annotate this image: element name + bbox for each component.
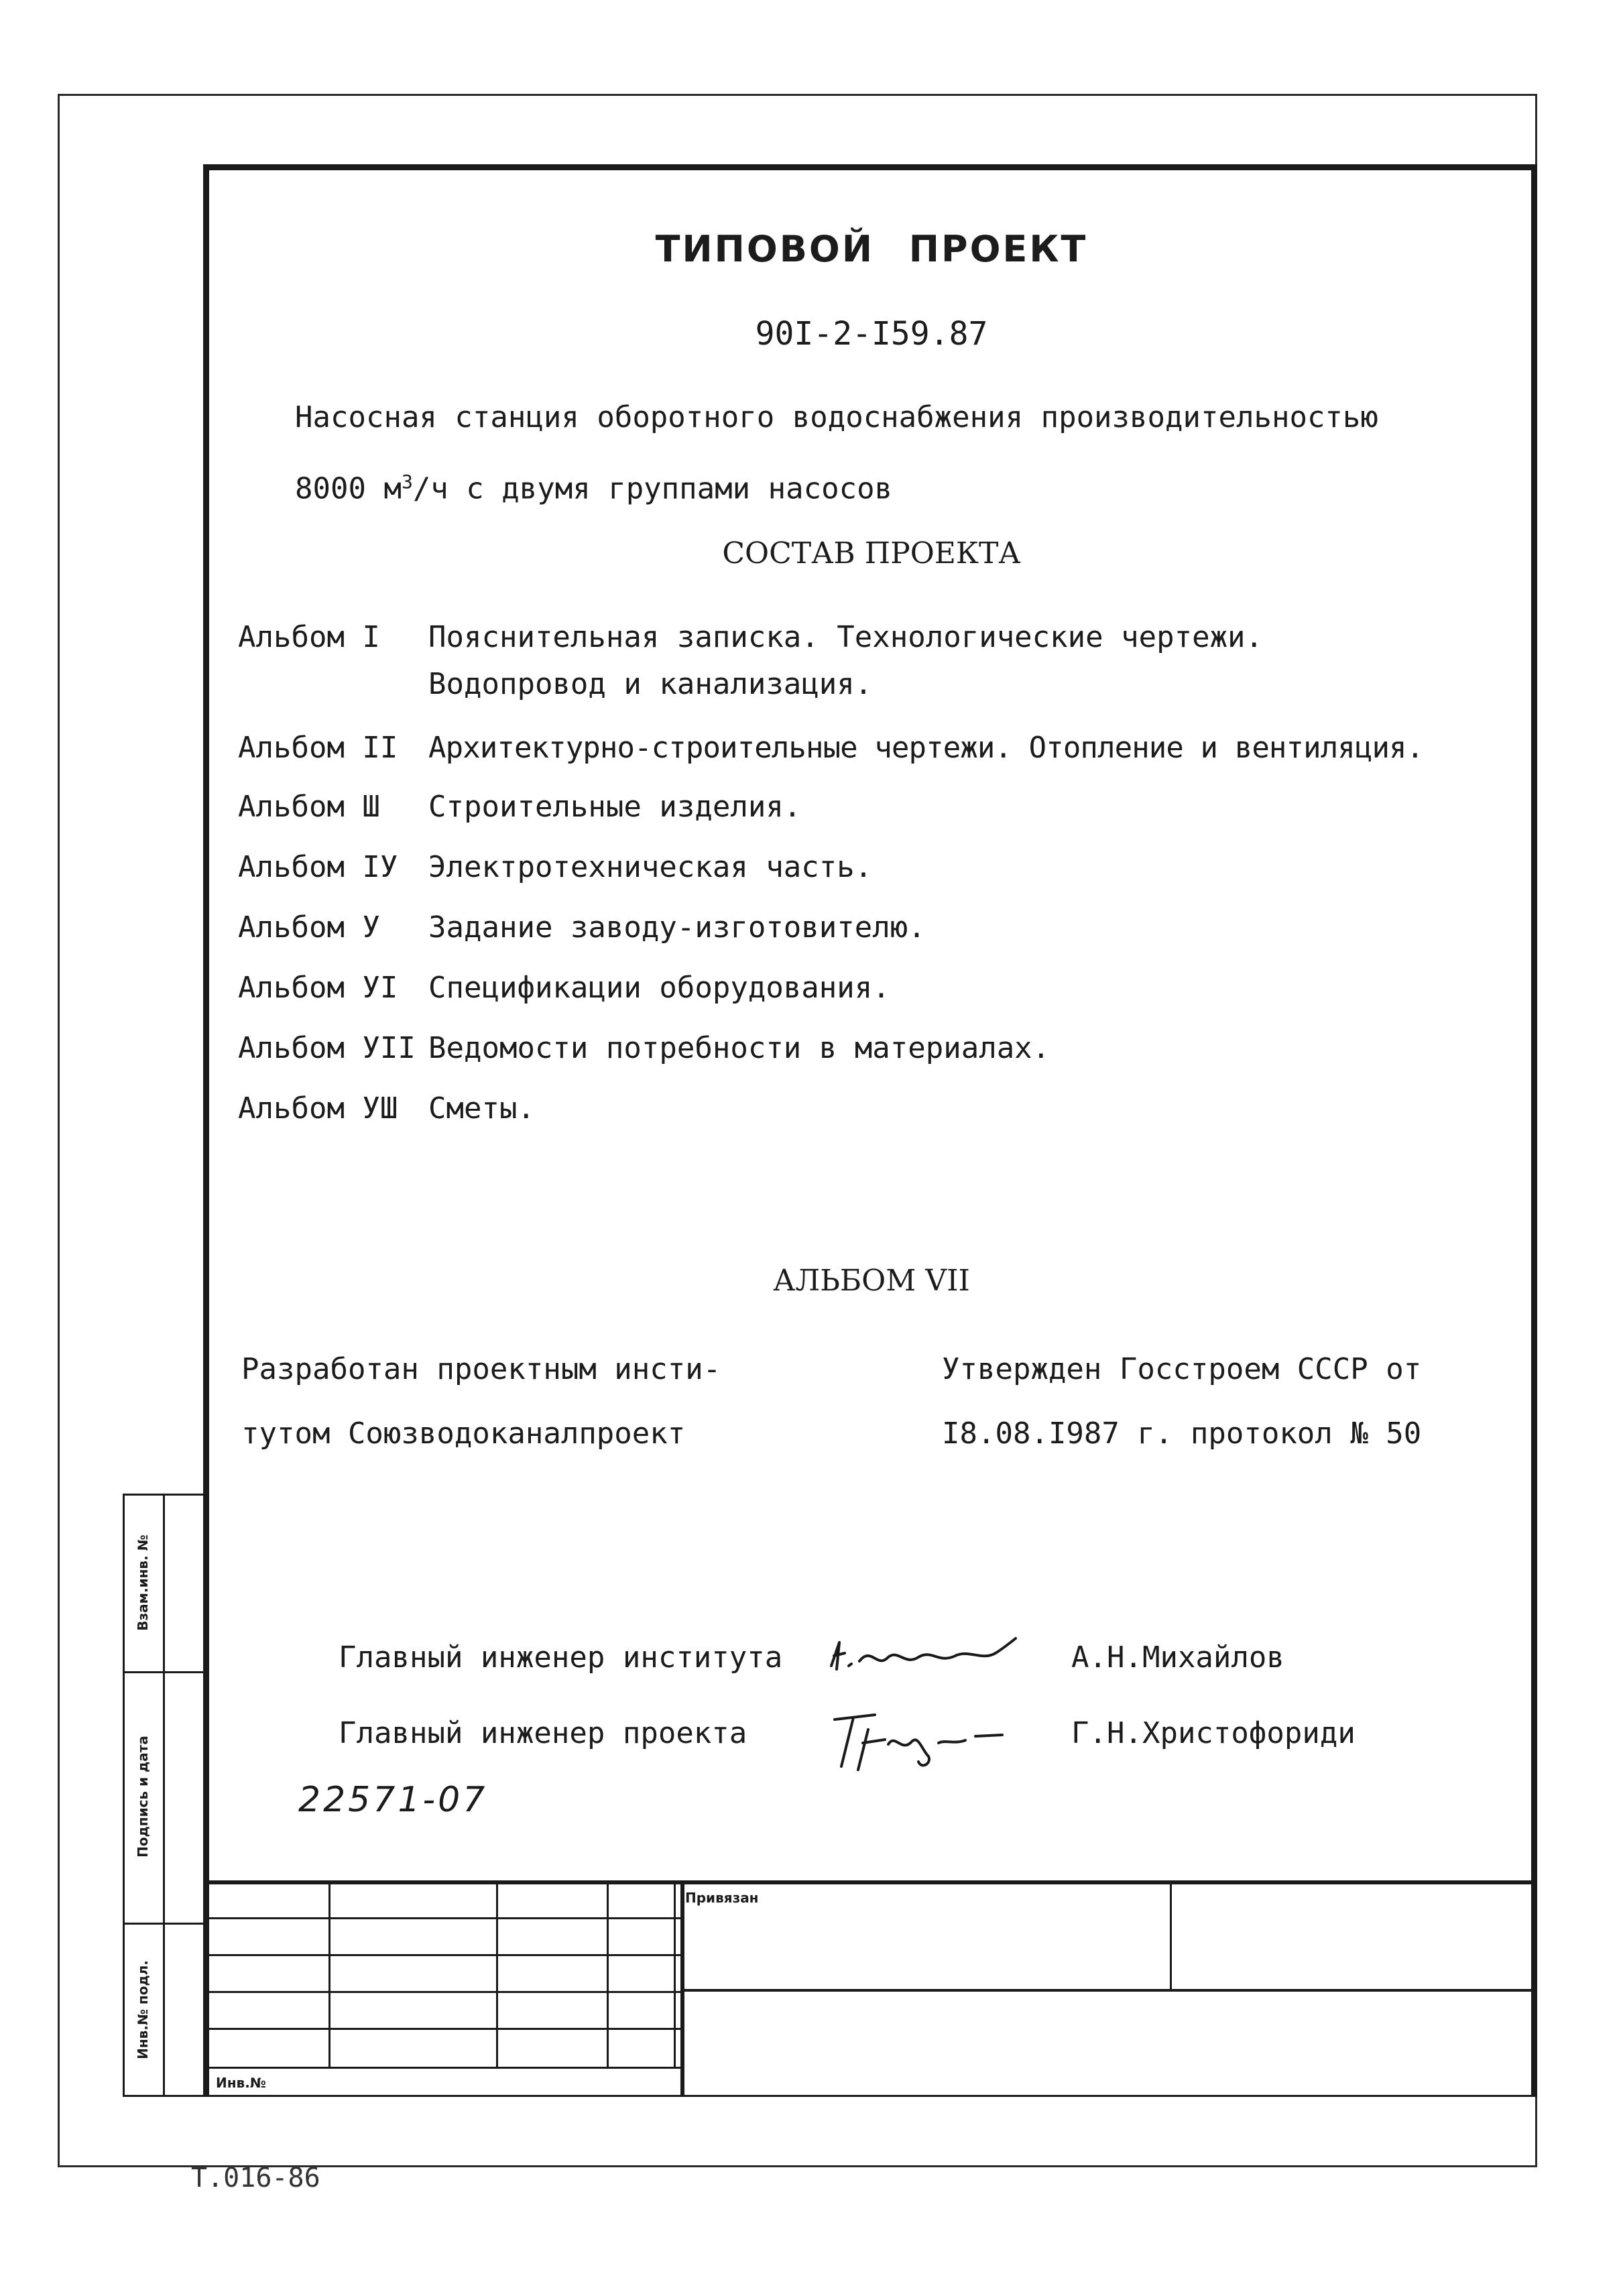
attached-label: Привязан [685, 1890, 759, 1906]
album-row-continuation: Водопровод и канализация. [428, 667, 873, 701]
title-block [208, 1880, 1537, 2097]
project-description [295, 385, 1502, 522]
album-row: Альбом УШ Сметы. [238, 1091, 535, 1126]
album-row: Альбом II Архитектурно-строительные чертежи. Отопление и вентиляция. [238, 731, 1424, 765]
document-title: ТИПОВОЙ ПРОЕКТ [655, 228, 1088, 270]
developer-line-2: тутом Союзводоканалпроект [241, 1416, 686, 1451]
description-line-1: Насосная станция оборотного водоснабжения производительностью [295, 400, 1378, 434]
handwritten-number: 22571-07 [298, 1780, 488, 1820]
album-row: Альбом УI Спецификации оборудования. [238, 971, 890, 1005]
side-label-signature-date: Подпись и дата [135, 1736, 151, 1858]
album-row: Альбом УII Ведомости потребности в материалах. [238, 1031, 1050, 1065]
album-row: Альбом У Задание заводу-изготовителю. [238, 910, 926, 945]
album-heading: АЛЬБОМ VII [773, 1264, 970, 1298]
handwritten-signature-2 [821, 1703, 1022, 1776]
developer-line-1: Разработан проектным инсти- [241, 1352, 721, 1386]
project-code: 90I-2-I59.87 [755, 315, 988, 353]
album-row: Альбом IУ Электротехническая часть. [238, 850, 873, 884]
album-row: Альбом I Пояснительная записка. Технологические чертежи. [238, 620, 1264, 654]
description-line-2: 8000 $м^3/ч$ с двумя группами насосов [295, 471, 893, 506]
side-stamp-strip [123, 1494, 207, 2097]
developer-block [241, 1337, 845, 1466]
signature-name: Г.Н.Христофориди [1071, 1716, 1356, 1750]
approval-block [942, 1337, 1532, 1466]
composition-heading: СОСТАВ ПРОЕКТА [722, 536, 1021, 570]
signature-name: А.Н.Михайлов [1071, 1640, 1284, 1675]
form-code: Т.016-86 [191, 2163, 320, 2193]
approval-line-2: I8.08.I987 г. протокол № 50 [942, 1416, 1422, 1451]
signature-role: Главный инженер института [339, 1640, 783, 1675]
side-label-replacement-inv: Взам.инв. № [135, 1534, 151, 1631]
side-label-original-inv: Инв.№ подл. [135, 1960, 151, 2059]
handwritten-signature-1 [825, 1629, 1026, 1683]
approval-line-1: Утвержден Госстроем СССР от [942, 1352, 1422, 1386]
album-row: Альбом Ш Строительные изделия. [238, 790, 802, 824]
inventory-label: Инв.№ [216, 2075, 266, 2091]
signature-role: Главный инженер проекта [339, 1716, 747, 1750]
